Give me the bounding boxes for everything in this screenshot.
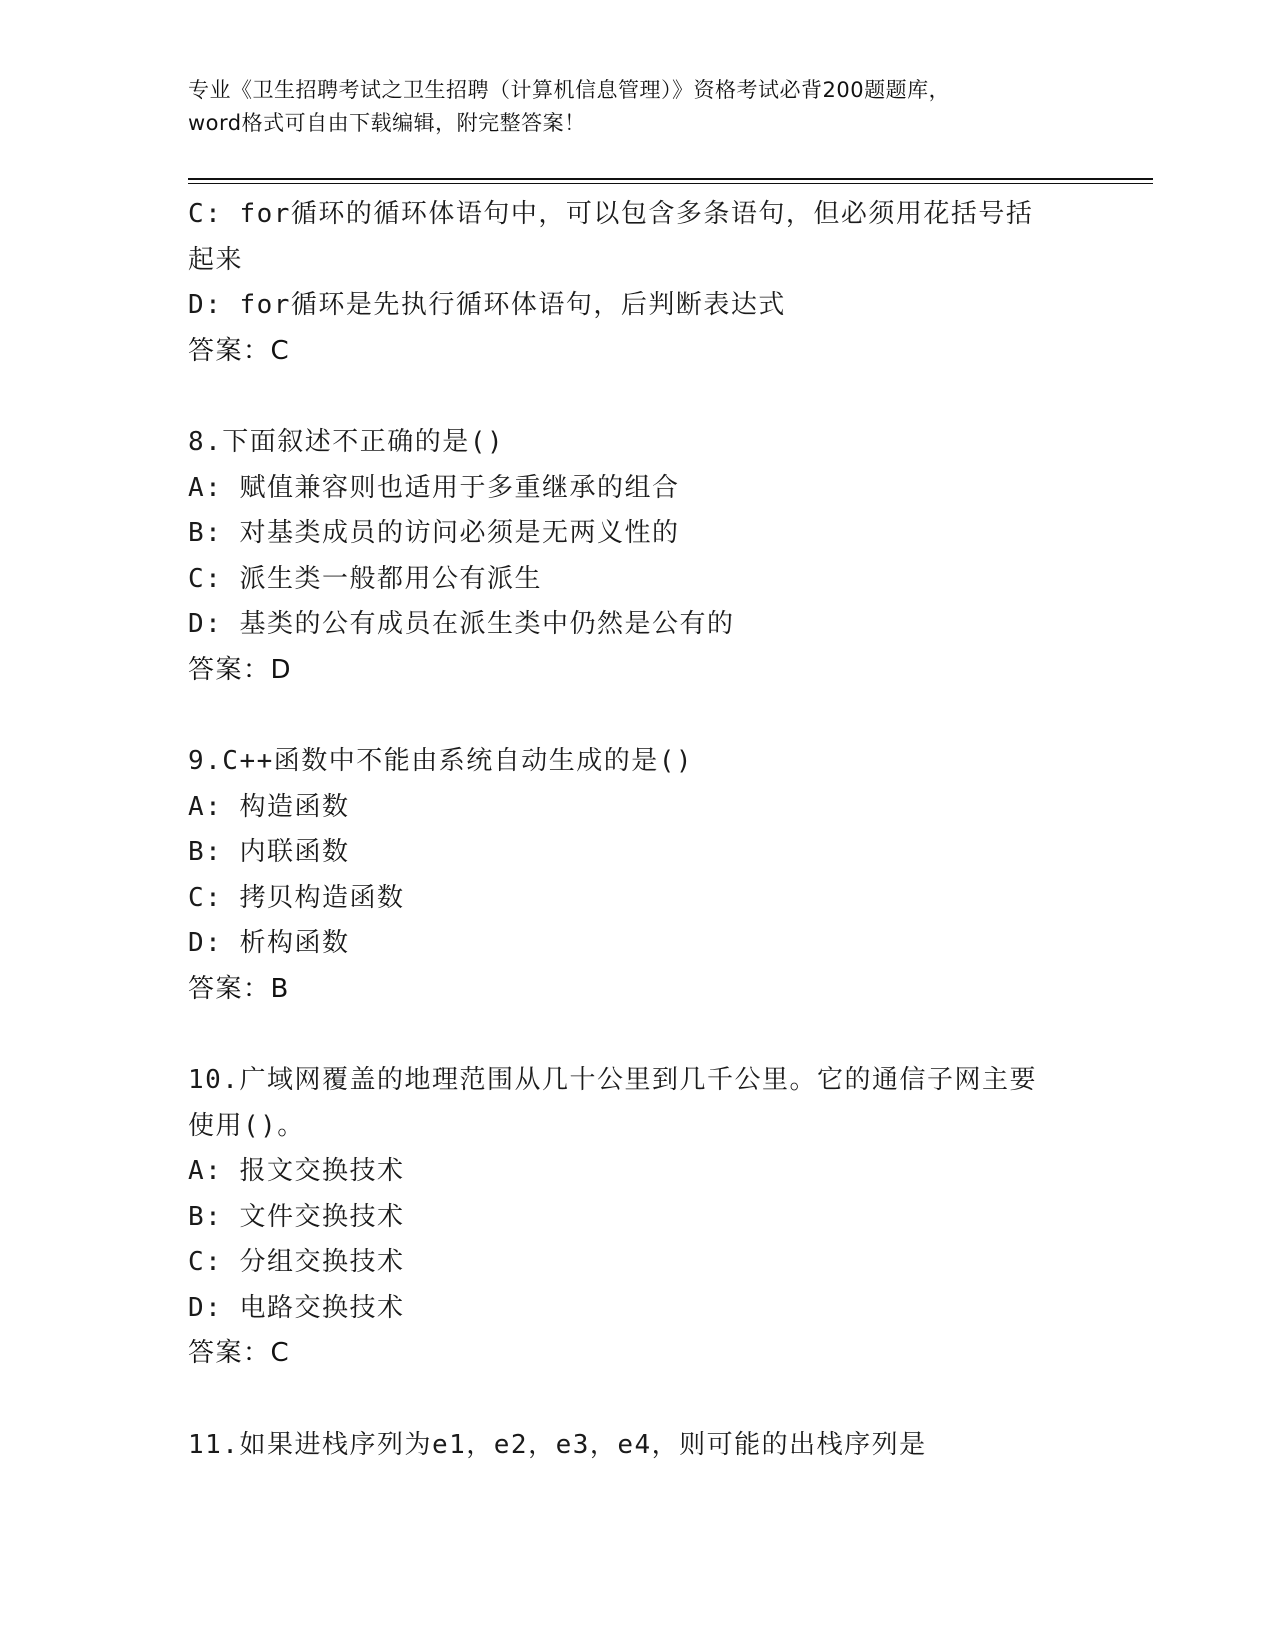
header-title-line1: 专业《卫生招聘考试之卫生招聘（计算机信息管理）》资格考试必背200题题库， [188, 78, 951, 102]
option-c: C: 派生类一般都用公有派生 [188, 563, 542, 594]
option-d: D: for循环是先执行循环体语句，后判断表达式 [188, 290, 786, 320]
question-text: 8.下面叙述不正确的是() [188, 427, 505, 457]
option-c: C: 分组交换技术 [188, 1247, 405, 1277]
answer: 答案：C [188, 335, 291, 366]
option-a: A: 赋值兼容则也适用于多重继承的组合 [188, 472, 680, 503]
option-c-line1: C: for循环的循环体语句中，可以包含多条语句，但必须用花括号括 [188, 199, 1034, 229]
header-title-line2: word格式可自由下载编辑，附完整答案！ [188, 111, 586, 135]
option-a: A: 报文交换技术 [188, 1156, 405, 1186]
option-d: D: 基类的公有成员在派生类中仍然是公有的 [188, 609, 735, 639]
document-header [188, 74, 1088, 140]
question-text-line1: 10.广域网覆盖的地理范围从几十公里到几千公里。它的通信子网主要 [188, 1065, 1037, 1095]
question-8 [188, 420, 1088, 693]
spacer [188, 693, 1088, 739]
question-text-line2: 使用()。 [188, 1110, 305, 1141]
answer: 答案：C [188, 1338, 291, 1368]
question-10 [188, 1058, 1088, 1377]
option-b: B: 内联函数 [188, 837, 350, 867]
spacer [188, 1377, 1088, 1423]
spacer [188, 1012, 1088, 1058]
header-divider-thin [188, 183, 1153, 184]
option-c-line2: 起来 [188, 244, 244, 275]
question-list [188, 192, 1088, 1468]
question-7-tail [188, 192, 1088, 374]
question-11 [188, 1423, 1088, 1469]
question-9 [188, 739, 1088, 1012]
option-a: A: 构造函数 [188, 791, 350, 822]
answer: 答案：D [188, 654, 293, 685]
option-d: D: 电路交换技术 [188, 1292, 405, 1323]
spacer [188, 374, 1088, 420]
header-divider-thick [188, 178, 1153, 180]
option-d: D: 析构函数 [188, 928, 350, 958]
answer: 答案：B [188, 973, 290, 1004]
option-b: B: 文件交换技术 [188, 1201, 405, 1232]
option-c: C: 拷贝构造函数 [188, 882, 405, 913]
option-b: B: 对基类成员的访问必须是无两义性的 [188, 518, 680, 548]
question-text: 9.C++函数中不能由系统自动生成的是() [188, 746, 694, 776]
question-text: 11.如果进栈序列为e1，e2，e3，e4，则可能的出栈序列是 [188, 1429, 927, 1460]
